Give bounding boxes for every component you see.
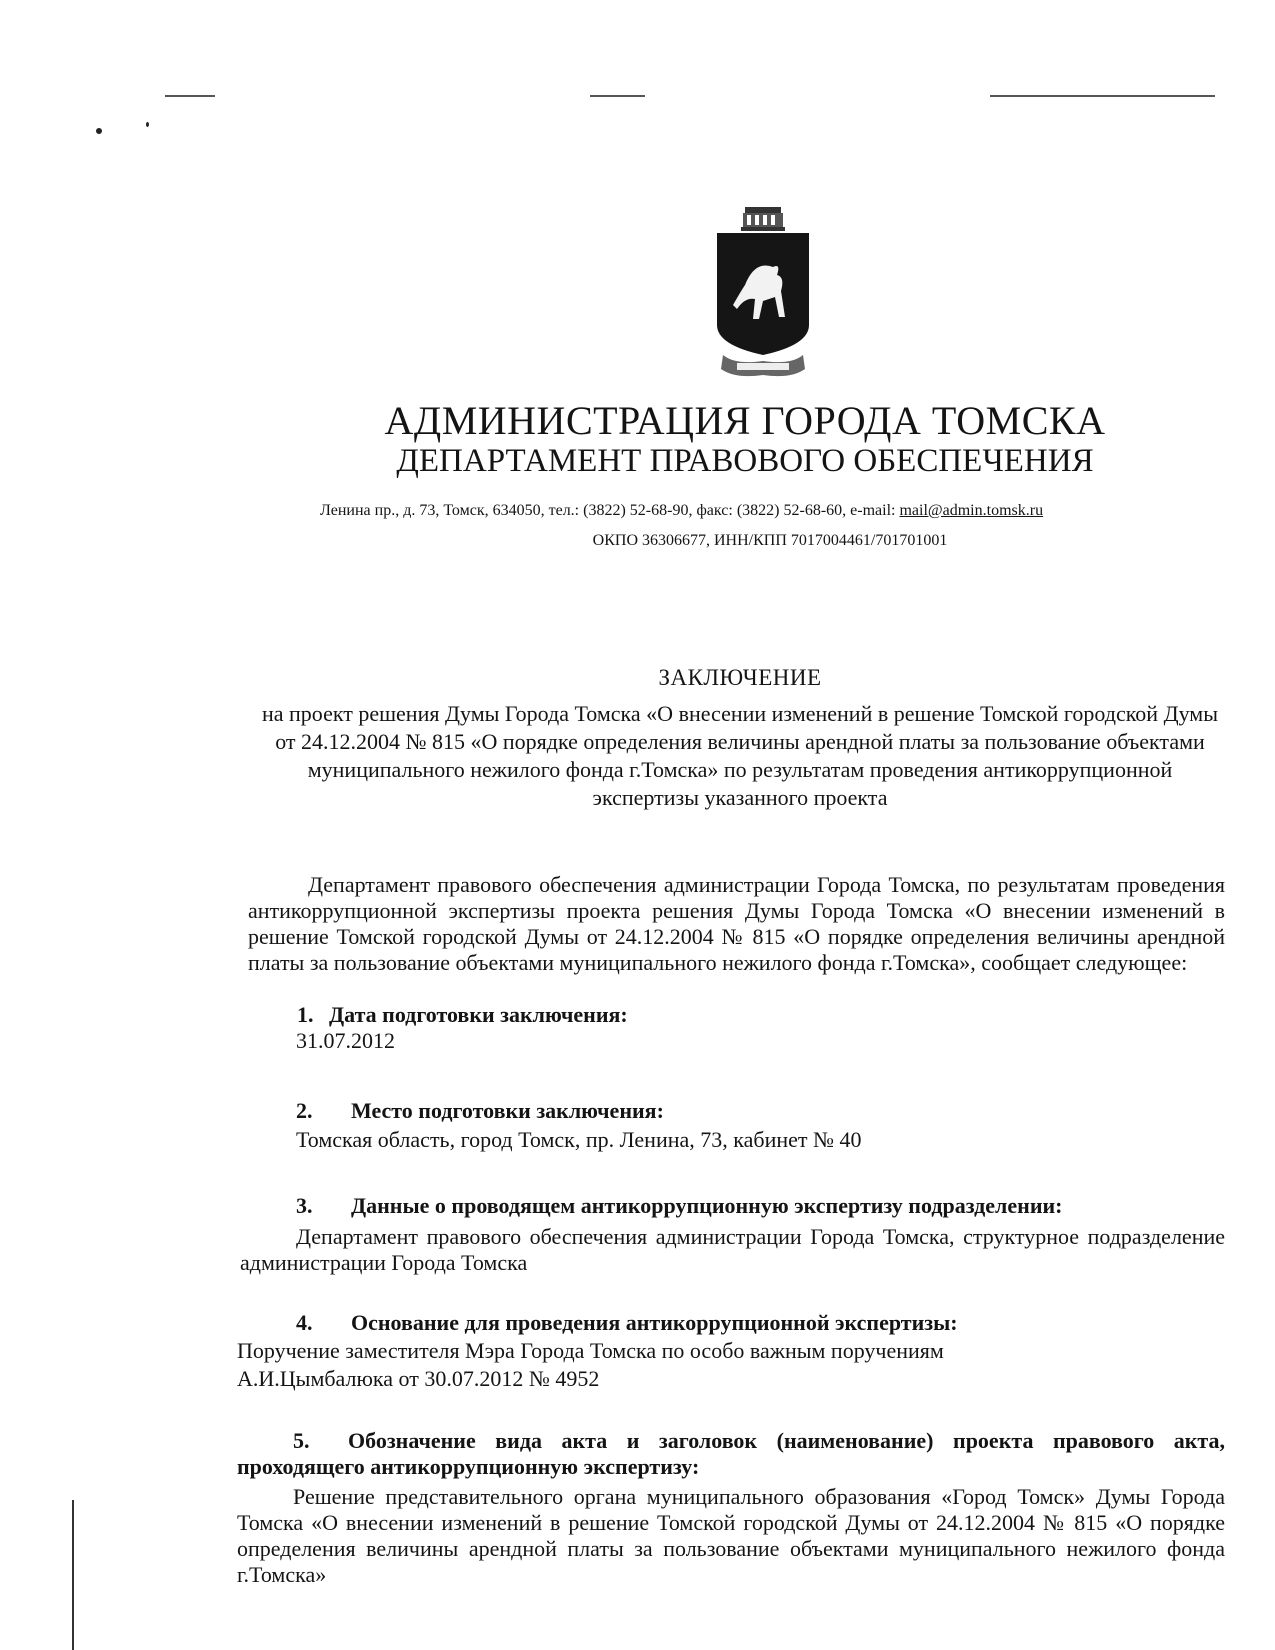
section-3-heading bbox=[296, 1193, 1063, 1219]
section-heading-text: Основание для проведения антикоррупционной экспертизы: bbox=[351, 1310, 958, 1335]
section-number: 2. bbox=[296, 1098, 313, 1123]
registration-codes: ОКПО 36306677, ИНН/КПП 7017004461/701701001 bbox=[592, 532, 948, 549]
section-4-text-line1: Поручение заместителя Мэра Города Томска по особо важным поручениям bbox=[237, 1338, 944, 1363]
contact-email[interactable]: mail@admin.tomsk.ru bbox=[899, 502, 1044, 519]
section-number: 5. bbox=[293, 1428, 310, 1453]
section-3-text: Департамент правового обеспечения администрации Города Томска, структурное подразделение администрации Города Томска bbox=[240, 1224, 1225, 1275]
scan-mark bbox=[990, 95, 1215, 97]
section-number: 3. bbox=[296, 1193, 313, 1218]
section-2-heading bbox=[296, 1098, 664, 1124]
section-heading-text: Обозначение вида акта и заголовок (наименование) проекта правового акта, проходящего антикоррупционную экспертизу: bbox=[237, 1428, 1225, 1479]
scan-mark bbox=[590, 95, 645, 97]
section-1-heading bbox=[297, 1002, 628, 1028]
contact-line bbox=[320, 502, 1220, 520]
section-number: 1. bbox=[297, 1002, 314, 1027]
section-heading-text: Дата подготовки заключения: bbox=[329, 1002, 628, 1027]
section-4-text-line2: А.И.Цымбалюка от 30.07.2012 № 4952 bbox=[237, 1366, 600, 1391]
section-heading-text: Место подготовки заключения: bbox=[351, 1098, 664, 1123]
scan-speck bbox=[146, 122, 149, 127]
contact-address: Ленина пр., д. 73, Томск, 634050, тел.: (3822) 52-68-90, факс: (3822) 52-68-60, e-mail: bbox=[320, 502, 900, 519]
section-5-heading bbox=[237, 1428, 1225, 1480]
document-subtitle: на проект решения Думы Города Томска «О внесении изменений в решение Томской городской Думы от 24.12.2004 № 815 «О порядке определения величины арендной платы за пользование объектами муниципального нежилого фонда г.Томска» по результатам проведения антикоррупционной экспертизы указанного проекта bbox=[261, 701, 1218, 810]
scan-speck bbox=[96, 128, 102, 134]
section-heading-text: Данные о проводящем антикоррупционную экспертизу подразделении: bbox=[351, 1193, 1063, 1218]
section-2-text: Томская область, город Томск, пр. Ленина, 73, кабинет № 40 bbox=[296, 1127, 862, 1152]
section-5-text: Решение представительного органа муниципального образования «Город Томск» Думы Города Томска «О внесении изменений в решение Томской городской Думы от 24.12.2004 № 815 «О порядке определения величины арендной платы за пользование объектами муниципального нежилого фонда г.Томска» bbox=[237, 1484, 1225, 1587]
department-name: ДЕПАРТАМЕНТ ПРАВОВОГО ОБЕСПЕЧЕНИЯ bbox=[396, 443, 1094, 479]
coat-of-arms-emblem bbox=[715, 205, 811, 385]
document-title: ЗАКЛЮЧЕНИЕ bbox=[658, 665, 822, 690]
scan-edge bbox=[72, 1500, 74, 1650]
section-1-text: 31.07.2012 bbox=[296, 1028, 395, 1053]
section-number: 4. bbox=[296, 1310, 313, 1335]
section-4-heading bbox=[296, 1310, 958, 1336]
scan-mark bbox=[165, 95, 215, 97]
org-name: АДМИНИСТРАЦИЯ ГОРОДА ТОМСКА bbox=[384, 398, 1106, 443]
intro-paragraph: Департамент правового обеспечения администрации Города Томска, по результатам проведения антикоррупционной экспертизы проекта решения Думы Города Томска «О внесении изменений в решение Томской городской Думы от 24.12.2004 № 815 «О порядке определения величины арендной платы за пользование объектами муниципального нежилого фонда г.Томска», сообщает следующее: bbox=[248, 872, 1225, 975]
